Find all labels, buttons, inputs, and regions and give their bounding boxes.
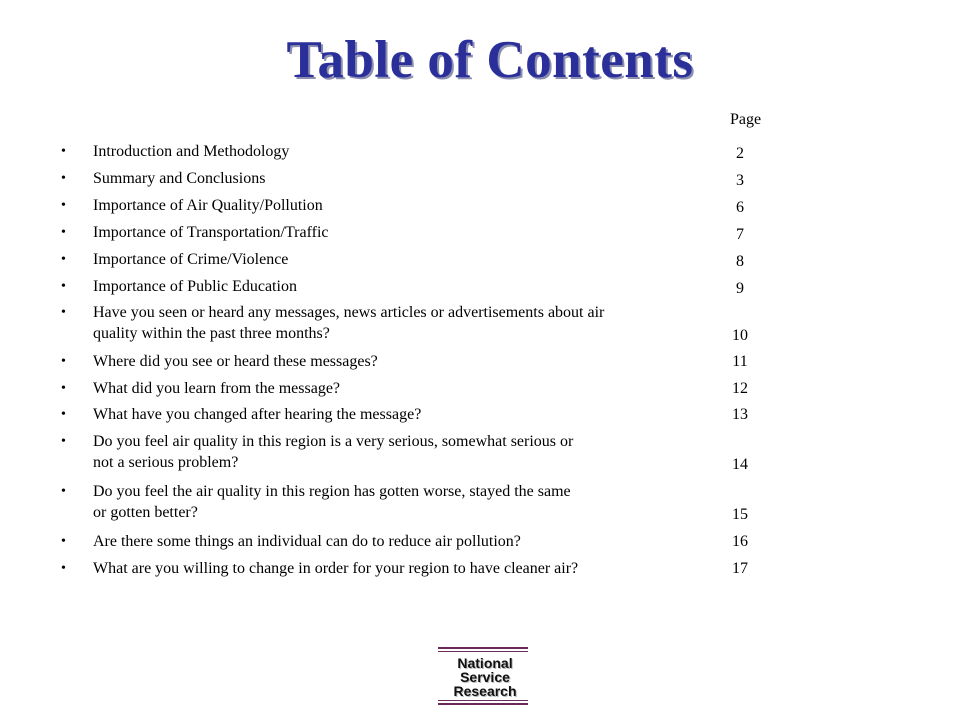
logo-rule-bottom-thin (438, 700, 528, 701)
toc-item-label: What are you willing to change in order for your region to have cleaner air? (93, 560, 579, 577)
toc-item-label (93, 302, 723, 344)
toc-item-page: 2 (736, 145, 744, 162)
bullet-icon: • (61, 144, 66, 159)
toc-item-page: 16 (732, 533, 748, 550)
toc-item-label: What did you learn from the message? (93, 380, 341, 397)
toc-item-label: Where did you see or heard these messages? (93, 353, 378, 370)
bullet-icon: • (61, 534, 66, 549)
bullet-icon: • (61, 381, 66, 396)
toc-item-label-line: Do you feel the air quality in this region has gotten worse, stayed the same (93, 483, 571, 500)
toc-item-page: 3 (736, 172, 744, 189)
toc-item-label: Importance of Public Education (93, 278, 297, 295)
bullet-icon: • (61, 171, 66, 186)
toc-item-label-line: Have you seen or heard any messages, news articles or advertisements about air (93, 304, 605, 321)
bullet-icon: • (61, 252, 66, 267)
bullet-icon: • (61, 434, 66, 449)
bullet-icon: • (61, 484, 66, 499)
toc-item-label: Importance of Transportation/Traffic (93, 224, 329, 241)
toc-item-page: 8 (736, 253, 744, 270)
toc-item-label: Summary and Conclusions (93, 170, 266, 187)
toc-item-label-line: quality within the past three months? (93, 325, 330, 342)
toc-item-page: 15 (732, 506, 748, 523)
bullet-icon: • (61, 407, 66, 422)
toc-item-page: 13 (732, 406, 748, 423)
toc-item-label: Importance of Air Quality/Pollution (93, 197, 323, 214)
toc-item-label-line: or gotten better? (93, 504, 198, 521)
toc-item-label (93, 481, 723, 523)
toc-item-page: 9 (736, 280, 744, 297)
bullet-icon: • (61, 354, 66, 369)
bullet-icon: • (61, 279, 66, 294)
toc-item-page: 10 (732, 327, 748, 344)
page-column-header: Page (730, 111, 762, 128)
toc-item-page: 7 (736, 226, 744, 243)
logo-line-national: National (457, 655, 513, 671)
bullet-icon: • (61, 561, 66, 576)
toc-item-page: 11 (732, 353, 748, 370)
logo-rule-top-thin (438, 651, 528, 652)
toc-item-label (93, 431, 723, 473)
toc-item-label: Introduction and Methodology (93, 143, 290, 160)
toc-item-page: 12 (732, 380, 748, 397)
toc-item-label: Importance of Crime/Violence (93, 251, 289, 268)
toc-item-page: 6 (736, 199, 744, 216)
toc-item-page: 14 (732, 456, 748, 473)
bullet-icon: • (61, 198, 66, 213)
toc-item-label-line: not a serious problem? (93, 454, 239, 471)
national-service-research-logo (438, 647, 528, 705)
toc-item-label: What have you changed after hearing the message? (93, 406, 422, 423)
logo-line-research: Research (453, 683, 517, 699)
toc-item-page: 17 (732, 560, 748, 577)
bullet-icon: • (61, 225, 66, 240)
logo-rule-bottom (438, 703, 528, 705)
toc-item-label-line: Do you feel air quality in this region is a very serious, somewhat serious or (93, 433, 574, 450)
logo-line-service: Service (460, 669, 510, 685)
bullet-icon: • (61, 305, 66, 320)
page-title: Table of Contents (286, 31, 694, 89)
toc-item-label: Are there some things an individual can do to reduce air pollution? (93, 533, 521, 550)
logo-rule-top (438, 647, 528, 649)
